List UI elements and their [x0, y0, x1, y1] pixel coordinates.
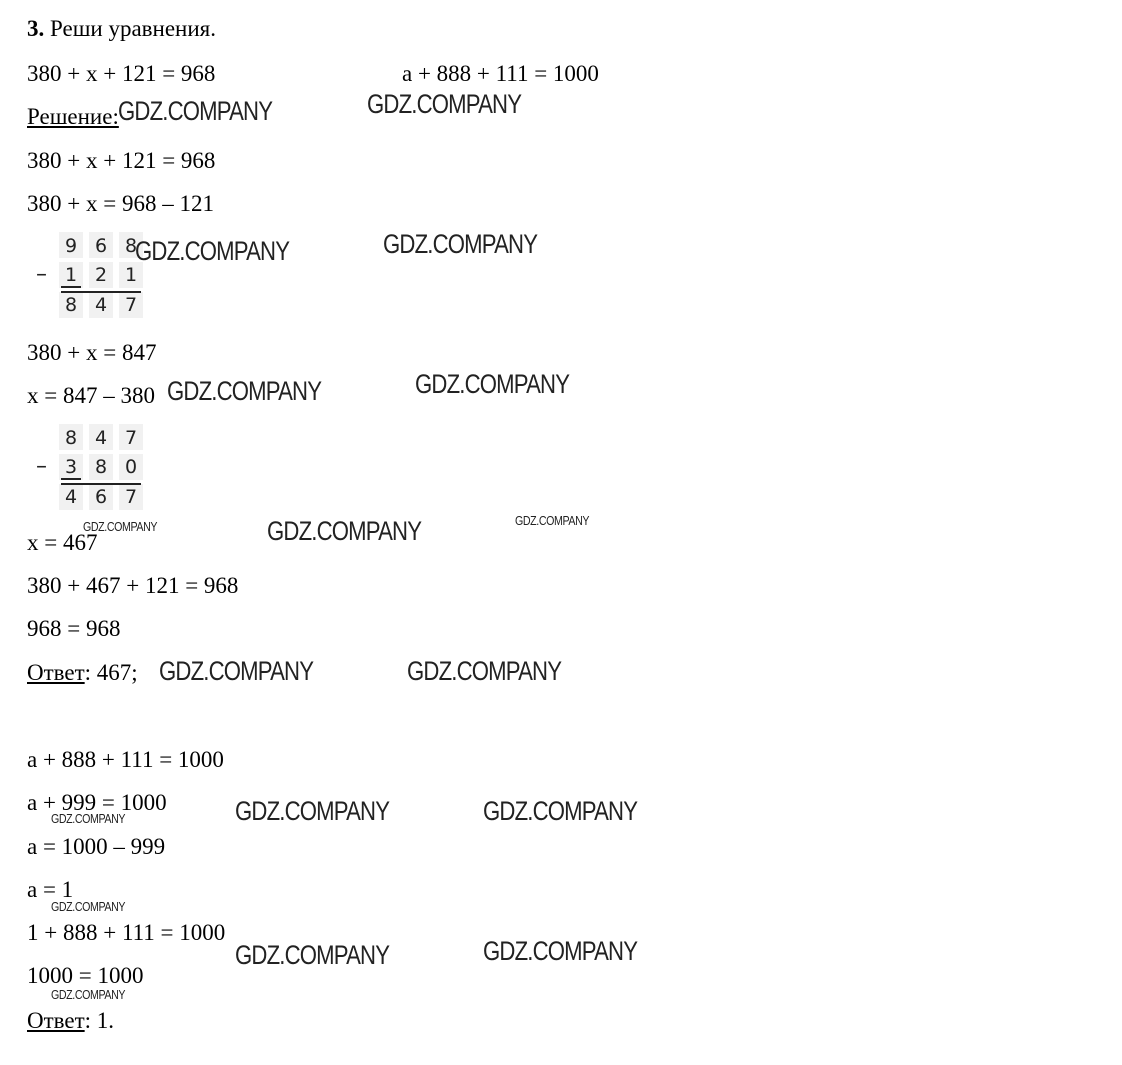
c2-bottom-0: 3	[64, 456, 78, 478]
p2-line2: a + 999 = 1000	[27, 790, 167, 815]
c1-result-1: 4	[94, 294, 108, 316]
watermark: GDZ.COMPANY	[167, 376, 322, 406]
watermark: GDZ.COMPANY	[235, 940, 390, 970]
c2-top-2: 7	[124, 427, 138, 449]
p1-check2: 968 = 968	[27, 616, 121, 641]
c2-top-0: 8	[64, 427, 78, 449]
c2-top-1: 4	[94, 427, 108, 449]
task-title: Реши уравнения.	[50, 16, 216, 41]
c1-minus-sign: –	[36, 262, 47, 287]
task-number: 3.	[27, 16, 45, 41]
c1-bottom-1: 2	[94, 264, 108, 286]
c2-result-line	[61, 483, 141, 485]
c1-result-2: 7	[124, 294, 138, 316]
c1-bottom-2: 1	[124, 264, 138, 286]
c1-top-2: 8	[124, 235, 138, 257]
solution-label: Решение:	[27, 104, 119, 129]
p2-check1: 1 + 888 + 111 = 1000	[27, 920, 226, 945]
p1-line4: x = 847 – 380	[27, 383, 155, 408]
c2-minus-sign: –	[36, 454, 47, 479]
p2-answer-value: : 1.	[84, 1008, 115, 1033]
watermark: GDZ.COMPANY	[159, 656, 314, 686]
p1-line1: 380 + x + 121 = 968	[27, 148, 216, 173]
watermark: GDZ.COMPANY	[118, 96, 273, 126]
watermark: GDZ.COMPANY	[51, 987, 126, 1002]
c1-bottom-0: 1	[64, 264, 78, 286]
watermark: GDZ.COMPANY	[83, 519, 158, 534]
p2-line3: a = 1000 – 999	[27, 834, 166, 859]
c2-result-1: 6	[94, 486, 108, 508]
p1-line2: 380 + x = 968 – 121	[27, 191, 214, 216]
c2-result-2: 7	[124, 486, 138, 508]
p1-line5: x = 467	[27, 530, 98, 555]
p2-line4: a = 1	[27, 877, 74, 902]
p1-answer-value: : 467;	[84, 660, 138, 685]
watermark: GDZ.COMPANY	[407, 656, 562, 686]
column-subtraction-2	[30, 424, 150, 514]
c2-bottom-1: 8	[94, 456, 108, 478]
watermark: GDZ.COMPANY	[483, 936, 638, 966]
watermark: GDZ.COMPANY	[483, 796, 638, 826]
watermark: GDZ.COMPANY	[515, 513, 590, 528]
watermark: GDZ.COMPANY	[415, 369, 570, 399]
p1-line3: 380 + x = 847	[27, 340, 157, 365]
p2-answer	[27, 1008, 114, 1034]
task-header	[27, 16, 216, 42]
c1-result-line	[61, 291, 141, 293]
column-subtraction-1	[30, 232, 150, 322]
watermark: GDZ.COMPANY	[235, 796, 390, 826]
watermark: GDZ.COMPANY	[383, 229, 538, 259]
p2-line1: a + 888 + 111 = 1000	[27, 747, 224, 772]
c2-bottom-2: 0	[124, 456, 138, 478]
p1-check1: 380 + 467 + 121 = 968	[27, 573, 239, 598]
watermark: GDZ.COMPANY	[367, 89, 522, 119]
watermark: GDZ.COMPANY	[135, 236, 290, 266]
p1-answer	[27, 660, 138, 686]
c1-top-1: 6	[94, 235, 108, 257]
equation-left: 380 + x + 121 = 968	[27, 61, 216, 86]
p2-check2: 1000 = 1000	[27, 963, 144, 988]
c2-result-0: 4	[64, 486, 78, 508]
watermark: GDZ.COMPANY	[267, 516, 422, 546]
equation-right: a + 888 + 111 = 1000	[402, 61, 599, 86]
p2-answer-label: Ответ	[27, 1008, 85, 1033]
c1-result-0: 8	[64, 294, 78, 316]
c1-top-0: 9	[64, 235, 78, 257]
watermark: GDZ.COMPANY	[51, 899, 126, 914]
p1-answer-label: Ответ	[27, 660, 85, 685]
watermark: GDZ.COMPANY	[51, 811, 126, 826]
